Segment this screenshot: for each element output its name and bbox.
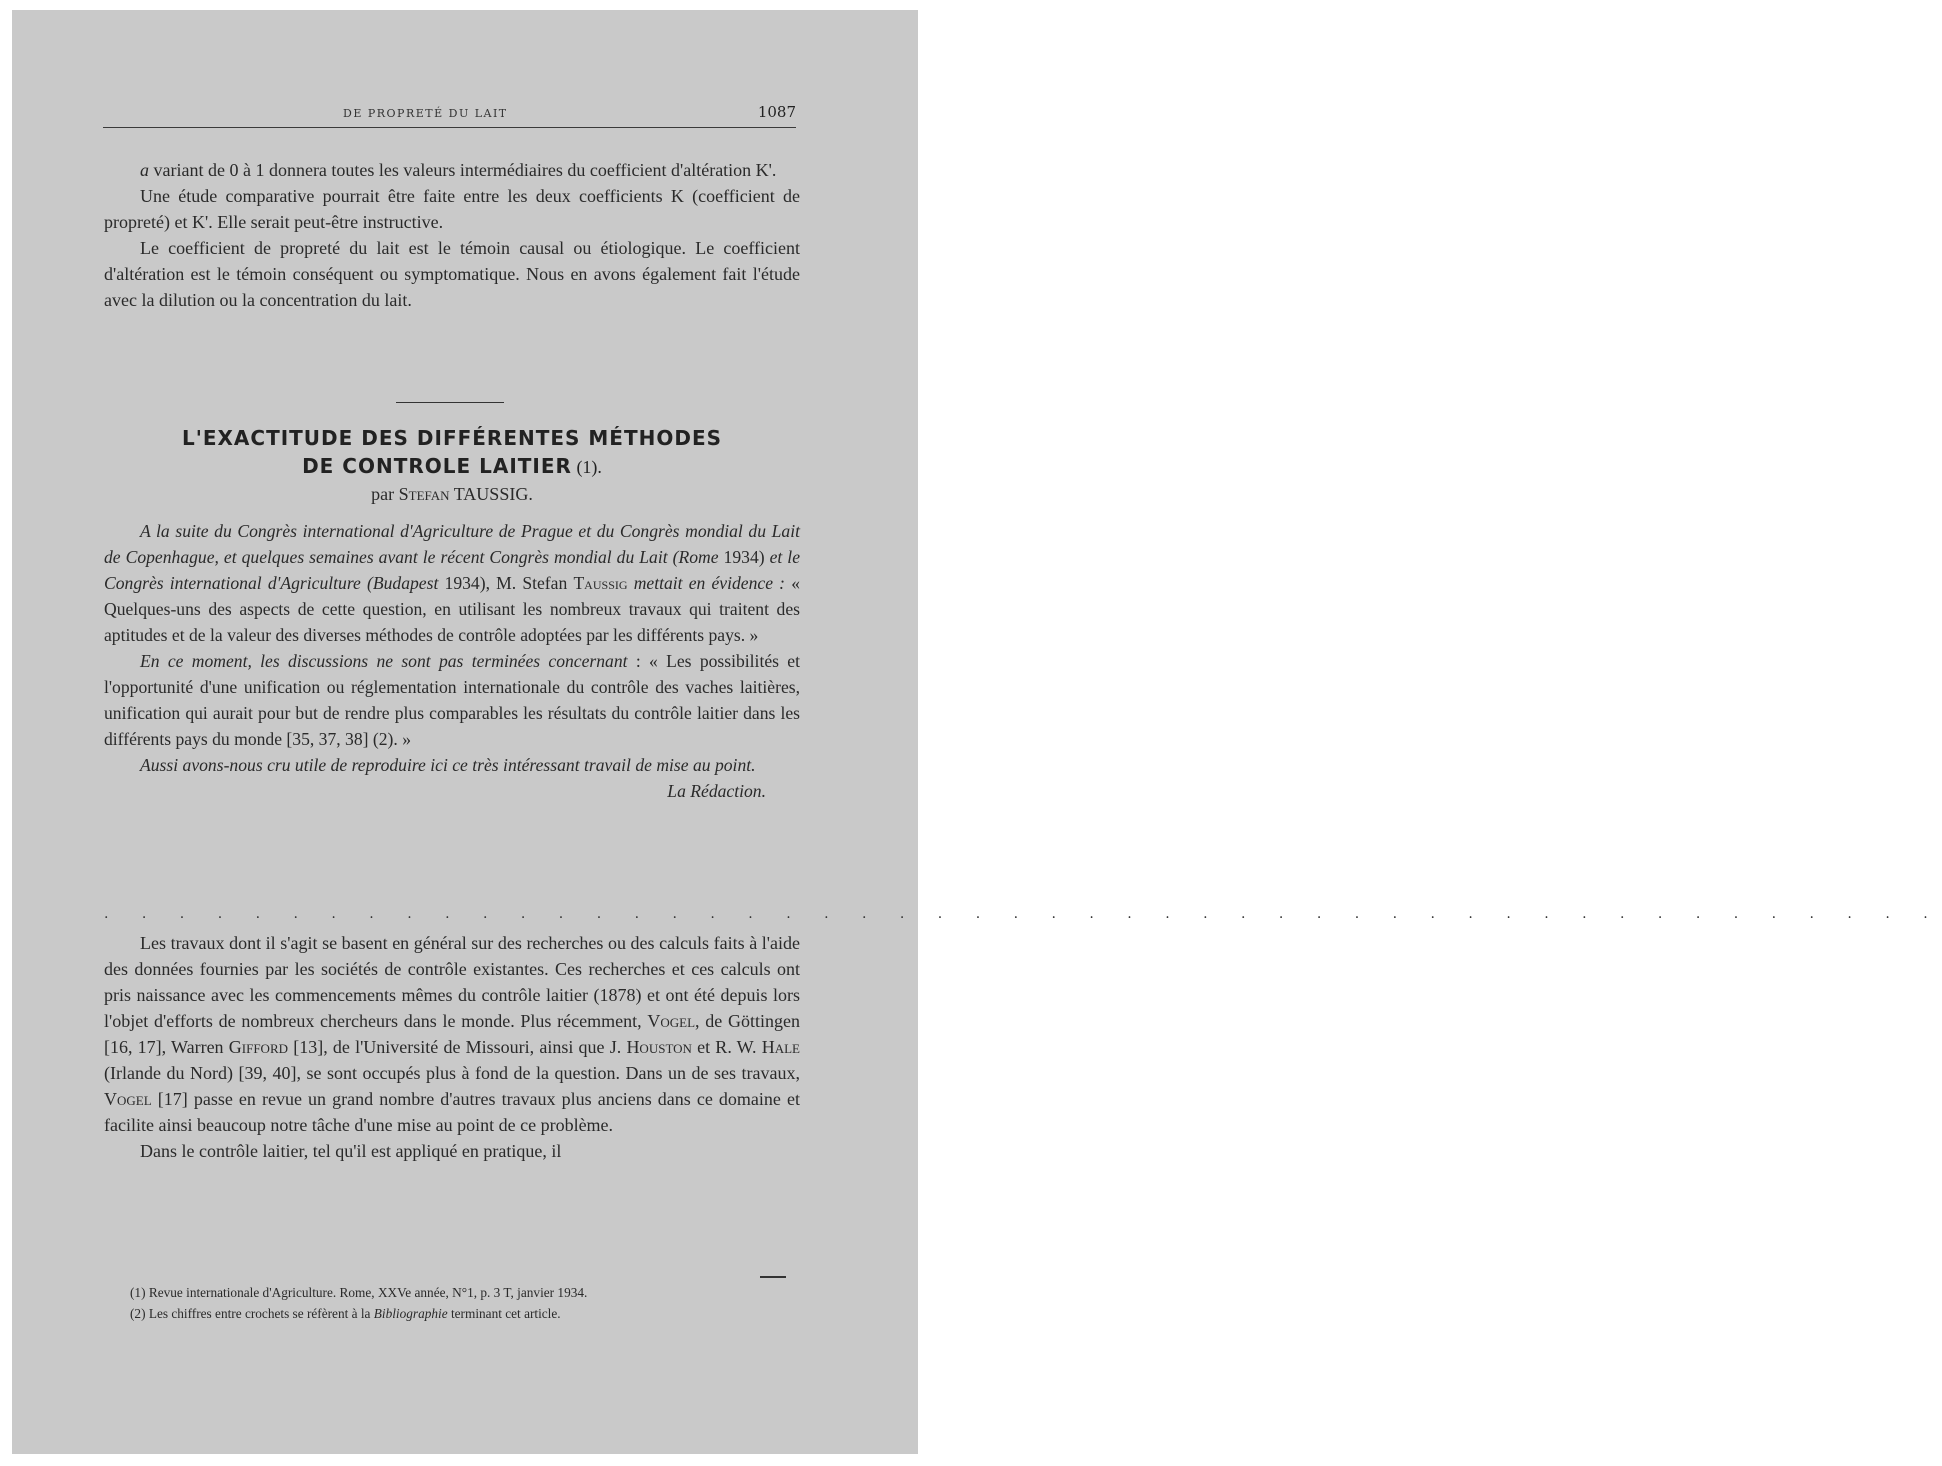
running-header <box>103 103 796 128</box>
body-text: , de Göttingen [16, 17], Warren <box>104 1011 801 1057</box>
byline <box>104 484 800 505</box>
author-houston: Houston <box>626 1037 692 1057</box>
paragraph: Une étude comparative pourrait être faite entre les deux coefficients K (coefficient de propreté) et K'. Elle serait peut-être instructive. <box>104 186 800 232</box>
author-last-name: TAUSSIG. <box>449 484 533 504</box>
intro-rome: Rome <box>678 547 719 567</box>
footnote-rule <box>760 1276 786 1278</box>
signature-line <box>104 778 800 804</box>
paragraph: Aussi avons-nous cru utile de reproduire ici ce très intéressant travail de mise au point. <box>140 755 756 775</box>
title-line-2-text: DE CONTROLE LAITIER <box>302 454 572 478</box>
title-line-2 <box>104 452 800 481</box>
intro-italic-2: et le Congrès international d'Agriculture ( <box>104 547 801 593</box>
paragraph <box>104 157 800 183</box>
author-gifford: Gifford <box>228 1037 289 1057</box>
dotted-separator: . . . . . . . . . . . . . . . . . . . . . . . . . . . . . . . . . . . . . . . . . . . . . . . . . <box>104 906 1942 922</box>
body-text: et R. W. <box>691 1037 762 1057</box>
paragraph-text: variant de 0 à 1 donnera toutes les valeurs intermédiaires du coefficient d'altération K'. <box>149 160 777 180</box>
byline-par: par <box>371 484 399 504</box>
variable-a: a <box>140 160 149 180</box>
footnote-ref: (1). <box>571 457 602 477</box>
footnotes <box>130 1282 806 1324</box>
previous-article-conclusion <box>104 157 800 313</box>
intro-author-surname: Taussig <box>573 573 628 593</box>
section-divider <box>396 402 504 403</box>
running-title: DE PROPRETÉ DU LAIT <box>343 107 508 120</box>
footnote-2-text: terminant cet article. <box>447 1306 561 1321</box>
intro-quote: « Quelques-uns des aspects de cette question, en utilisant les nombreux travaux qui traitent des aptitudes et de la valeur des diverses méthodes de contrôle adoptées par les différents pays. » <box>104 573 800 645</box>
paragraph <box>104 930 800 1138</box>
paragraph <box>104 648 800 752</box>
article-title <box>104 424 800 481</box>
footnote-2 <box>130 1303 806 1324</box>
intro-budapest: Budapest <box>372 573 439 593</box>
intro-quote-2: : « Les possibilités et l'opportunité d'une unification ou réglementation internationale du contrôle des vaches laitières, unification qui aurait pour but de rendre plus comparables les résultats du contrôle laitier dans les différents pays du monde [35, 37, 38] (2). » <box>104 651 800 749</box>
intro-italic-4: En ce moment, les discussions ne sont pas terminées concernant <box>140 651 628 671</box>
intro-italic-3: mettait en évidence : <box>627 573 786 593</box>
body-text: [13], de l'Université de Missouri, ainsi que J. <box>288 1037 627 1057</box>
paragraph: Le coefficient de propreté du lait est le témoin causal ou étiologique. Le coefficient d'altération est le témoin conséquent ou symptomatique. Nous en avons également fait l'étude avec la dilution ou la concentration du lait. <box>104 238 800 310</box>
title-line-1: L'EXACTITUDE DES DIFFÉRENTES MÉTHODES <box>181 426 723 450</box>
footnote-1: (1) Revue internationale d'Agriculture. Rome, XXVe année, N°1, p. 3 T, janvier 1934. <box>130 1285 588 1300</box>
editorial-introduction <box>104 518 800 804</box>
paragraph <box>104 518 800 648</box>
paragraph: Dans le contrôle laitier, tel qu'il est appliqué en pratique, il <box>140 1141 562 1161</box>
author-vogel: Vogel <box>647 1011 696 1031</box>
editorial-signature: La Rédaction. <box>667 781 766 801</box>
author-first-name: Stefan <box>398 484 450 504</box>
intro-year: 1934) <box>718 547 770 567</box>
intro-author: 1934), M. Stefan <box>438 573 574 593</box>
author-hale: Hale <box>761 1037 800 1057</box>
author-vogel: Vogel <box>104 1089 152 1109</box>
intro-italic: A la suite du Congrès international d'Agriculture de Prague et du Congrès mondial du Lait de Copenhague, et quelques semaines avant le récent Congrès mondial du Lait ( <box>104 521 800 567</box>
footnote-2-italic: Bibliographie <box>373 1306 448 1321</box>
page-number: 1087 <box>757 103 796 121</box>
body-text: [17] passe en revue un grand nombre d'autres travaux plus anciens dans ce domaine et facilite ainsi beaucoup notre tâche d'une mise au point de ce problème. <box>104 1089 800 1135</box>
body-text: (Irlande du Nord) [39, 40], se sont occupés plus à fond de la question. Dans un de ses travaux, <box>104 1063 800 1083</box>
body-text: Les travaux dont il s'agit se basent en général sur des recherches ou des calculs faits à l'aide des données fournies par les sociétés de contrôle existantes. Ces recherches et ces calculs ont pris naissance avec les commencements mêmes du contrôle laitier (1878) et ont été depuis lors l'objet d'efforts de nombreux chercheurs dans le monde. Plus récemment, <box>104 933 800 1031</box>
footnote-2-text: (2) Les chiffres entre crochets se réfèrent à la <box>130 1306 374 1321</box>
article-body <box>104 930 800 1164</box>
